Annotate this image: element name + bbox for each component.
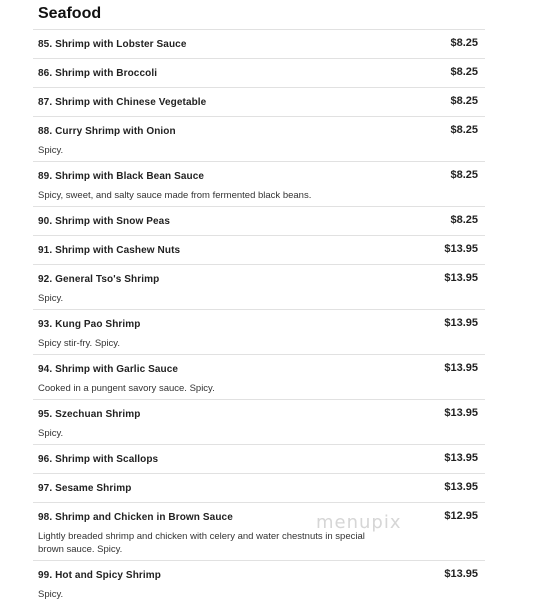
section-title: Seafood bbox=[38, 5, 102, 22]
item-description: Lightly breaded shrimp and chicken with celery and water chestnuts in special brown sauce. Spicy. bbox=[38, 531, 365, 555]
item-name: 92. General Tso's Shrimp bbox=[38, 274, 160, 285]
item-name: 91. Shrimp with Cashew Nuts bbox=[38, 245, 181, 256]
item-name: 89. Shrimp with Black Bean Sauce bbox=[38, 171, 205, 182]
item-name: 97. Sesame Shrimp bbox=[38, 483, 132, 494]
item-name: 95. Szechuan Shrimp bbox=[38, 409, 141, 420]
item-price: $13.95 bbox=[444, 452, 478, 464]
item-description: Spicy. bbox=[38, 589, 64, 600]
menu-item[interactable] bbox=[33, 399, 485, 444]
menu-item[interactable] bbox=[33, 58, 485, 87]
item-name: 86. Shrimp with Broccoli bbox=[38, 68, 158, 79]
item-description: Spicy. bbox=[38, 145, 64, 156]
item-price: $12.95 bbox=[444, 510, 478, 522]
item-name: 94. Shrimp with Garlic Sauce bbox=[38, 364, 179, 375]
menupix-watermark: menupix bbox=[316, 512, 402, 533]
menu-item[interactable] bbox=[33, 473, 485, 502]
item-price: $13.95 bbox=[444, 243, 478, 255]
menu-item[interactable] bbox=[33, 206, 485, 235]
menu-item[interactable] bbox=[33, 116, 485, 161]
item-description: Spicy. bbox=[38, 293, 64, 304]
item-price: $8.25 bbox=[450, 66, 478, 78]
item-name: 99. Hot and Spicy Shrimp bbox=[38, 570, 161, 581]
menu-item[interactable] bbox=[33, 29, 485, 58]
item-name: 98. Shrimp and Chicken in Brown Sauce bbox=[38, 512, 233, 523]
item-description: Spicy, sweet, and salty sauce made from fermented black beans. bbox=[38, 190, 312, 201]
menu-item[interactable] bbox=[33, 502, 485, 560]
item-price: $13.95 bbox=[444, 407, 478, 419]
menu-item[interactable] bbox=[33, 354, 485, 399]
item-price: $13.95 bbox=[444, 568, 478, 580]
menu-item[interactable] bbox=[33, 309, 485, 354]
item-price: $8.25 bbox=[450, 95, 478, 107]
item-price: $13.95 bbox=[444, 362, 478, 374]
item-name: 88. Curry Shrimp with Onion bbox=[38, 126, 176, 137]
menu-item[interactable] bbox=[33, 560, 485, 606]
item-name: 87. Shrimp with Chinese Vegetable bbox=[38, 97, 207, 108]
item-description: Spicy. bbox=[38, 428, 64, 439]
menu-item[interactable] bbox=[33, 444, 485, 473]
item-description: Cooked in a pungent savory sauce. Spicy. bbox=[38, 383, 215, 394]
item-name: 93. Kung Pao Shrimp bbox=[38, 319, 141, 330]
item-name: 96. Shrimp with Scallops bbox=[38, 454, 159, 465]
item-price: $13.95 bbox=[444, 272, 478, 284]
item-name: 90. Shrimp with Snow Peas bbox=[38, 216, 170, 227]
menu-item[interactable] bbox=[33, 264, 485, 309]
item-price: $8.25 bbox=[450, 124, 478, 136]
item-description: Spicy stir-fry. Spicy. bbox=[38, 338, 120, 349]
item-price: $13.95 bbox=[444, 481, 478, 493]
item-price: $13.95 bbox=[444, 317, 478, 329]
item-price: $8.25 bbox=[450, 169, 478, 181]
menu-item[interactable] bbox=[33, 161, 485, 206]
item-name: 85. Shrimp with Lobster Sauce bbox=[38, 39, 187, 50]
item-price: $8.25 bbox=[450, 37, 478, 49]
menu-item[interactable] bbox=[33, 235, 485, 264]
item-price: $8.25 bbox=[450, 214, 478, 226]
menu-item[interactable] bbox=[33, 87, 485, 116]
